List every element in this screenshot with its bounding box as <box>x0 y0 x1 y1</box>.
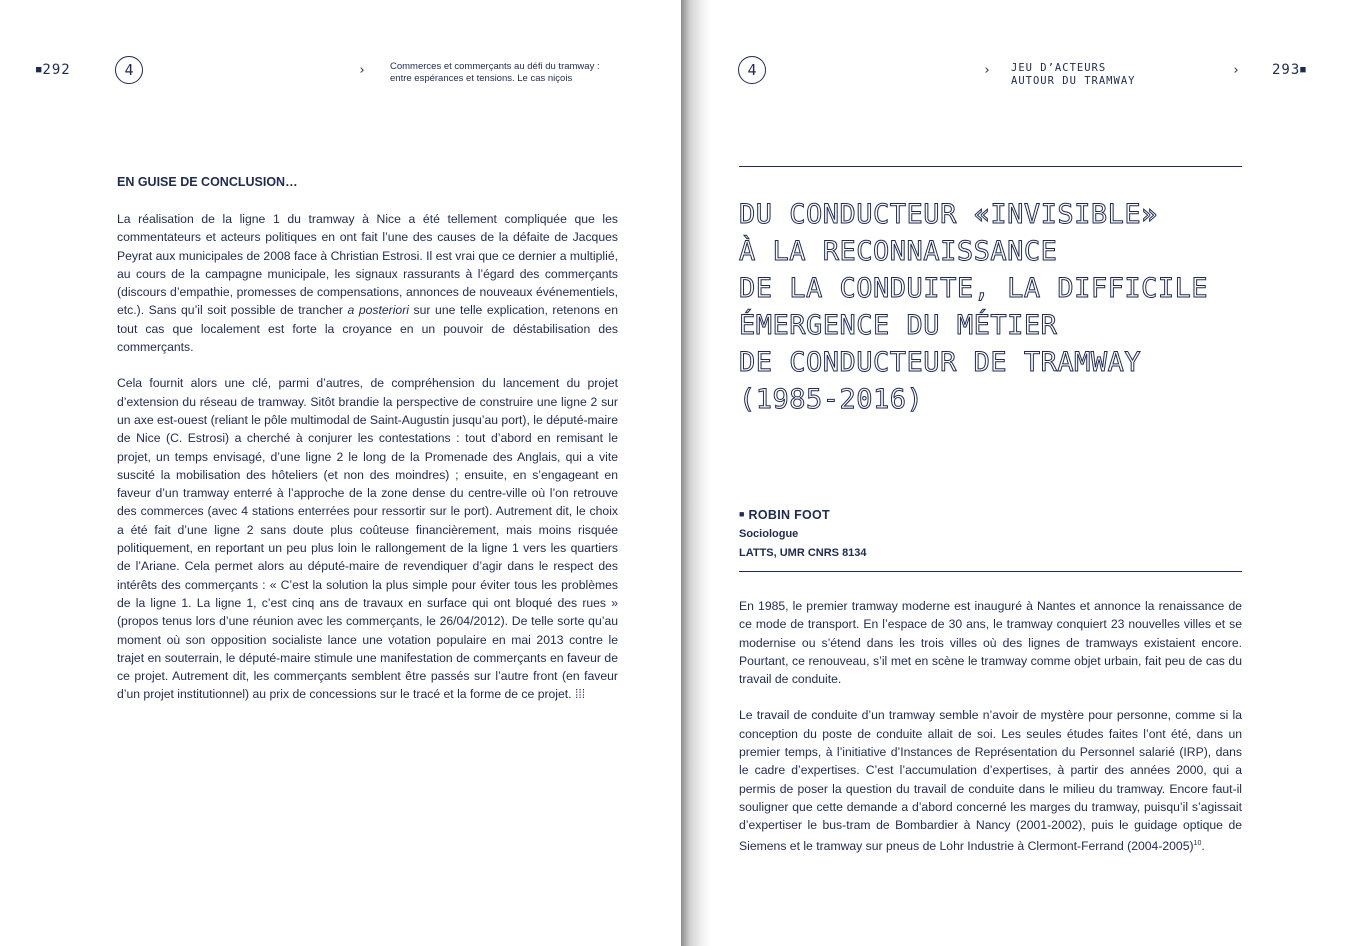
chapter-number-badge: 4 <box>115 56 143 84</box>
divider-top <box>739 166 1242 167</box>
author-affiliation: LATTS, UMR CNRS 8134 <box>739 547 867 559</box>
conclusion-paragraph-1: La réalisation de la ligne 1 du tramway à Nice a été tellement compliquée que les commentateurs et acteurs politiques en ont fait l’une des causes de la défaite de Jacques Peyrat aux municipales de 2008 face à Christian Estrosi. Il est vrai que ce dernier a multiplié, au cours de la campagne municipale, les signaux rassurants à l’égard des commerçants (discours d’empathie, promesses de compensations, annonces de nouveaux événementiels, etc.). Sans qu’il soit possible de trancher a posteriori sur une telle explication, retenons en tout cas que localement est forte la croyance en un pouvoir de déstabilisation des commerçants. <box>117 212 618 355</box>
end-mark-icon: ⁞⁞⁞ <box>574 687 586 702</box>
author-marker-icon: ■ <box>739 509 745 519</box>
conclusion-paragraph-2: Cela fournit alors une clé, parmi d’autres, de compréhension du lancement du projet d’extension du réseau de tramway. Sitôt brandie la perspective de construire une ligne 2 sur un axe est-ouest (reliant le pôle multimodal de Saint-Augustin jusqu’au port), le député-maire de Nice (C. Estrosi) a cherché à conjurer les contestations : tout d’abord en remisant le projet, un temps envisagé, d’une ligne 2 le long de la Promenade des Anglais, qui a vite suscité la mobilisation des hôteliers (et non des moindres) ; ensuite, en s’engageant en faveur d’un tramway enterré à l’approche de la zone dense du centre-ville où l’on retrouve des commerces (avec 4 stations enterrées pour ressortir sur le port). Autrement dit, le choix a été fait d’une ligne 2 sans doute plus coûteuse financièrement, mais moins risquée politiquement, en reportant un peu plus loin le rallongement de la ligne 1 vers les quartiers de l’Ariane. Cela permet alors au député-maire de revendiquer d’agir dans le respect des intérêts des commerçants : « C’est la solution la plus simple pour éviter tous les problèmes de la ligne 1. La ligne 1, c’est cinq ans de travaux en surface qui ont bloqué des rues » (propos tenus lors d’une réunion avec les commerçants, le 26/04/2012). De telle sorte qu’au moment où son opposition socialiste lance une votation populaire en mai 2013 contre le trajet en souterrain, le député-maire stimule une manifestation de commerçants en faveur de ce projet. Autrement dit, les commerçants semblent être passés sur l’autre front (en faveur d’un projet institutionnel) au prix de concessions sur le tracé et la forme de ce projet. ⁞⁞⁞ <box>117 376 618 702</box>
page-number-right: 293■ <box>1272 62 1307 78</box>
section-title: EN GUISE DE CONCLUSION… <box>117 175 298 189</box>
article-paragraph-1: En 1985, le premier tramway moderne est inauguré à Nantes et annonce la renaissance de ce mode de transport. En l’espace de 30 ans, le tramway conquiert 23 nouvelles villes et se modernise ou s’étend dans les trois villes où des lignes de tramways existaient encore. Pourtant, ce renouveau, s’il met en scène le tramway comme objet urbain, fait peu de cas du travail de conduite. <box>739 599 1242 687</box>
chevron-right-icon: › <box>358 63 366 78</box>
footnote-ref[interactable]: 10 <box>1193 839 1202 847</box>
article-title: DU CONDUCTEUR «INVISIBLE» À LA RECONNAISSANCE DE LA CONDUITE, LA DIFFICILE ÉMERGENCE DU MÉTIER DE CONDUCTEUR DE TRAMWAY (1985-2016) <box>739 199 1209 415</box>
running-head <box>390 61 630 85</box>
article-paragraph-2: Le travail de conduite d’un tramway semble n’avoir de mystère pour personne, comme si la conception du poste de conduite allait de soi. Les seules études faites l’ont été, dans un premier temps, à l’initiative d’Instances de Représentation du Personnel salarié (IRP), dans le cadre d’expertises. C’est l’accumulation d’expertises, à partir des années 2000, qui a permis de poser la question du travail de conduite dans le milieu du tramway. Encore faut-il souligner que cette demande a d’abord concerné les marges du tramway, puisqu’il s’agissait d’expertiser le bus-tram de Bombardier à Nancy (2001-2002), puis le guidage optique de Siemens et le tramway sur pneus de Lohr Industrie à Clermont-Ferrand (2004-2005)$^{10}$. <box>739 708 1242 853</box>
chevron-right-icon: › <box>983 63 991 78</box>
running-head-line1: JEU D’ACTEURS <box>1011 62 1107 74</box>
author-block <box>739 505 867 563</box>
running-head <box>1011 62 1211 88</box>
author-name: ■ ROBIN FOOT <box>739 508 830 522</box>
right-page <box>681 0 1360 946</box>
running-head-line2: AUTOUR DU TRAMWAY <box>1011 75 1136 87</box>
page-marker-icon: ■ <box>36 65 43 75</box>
page-number-left: ■292 <box>36 62 71 78</box>
running-head-line1: Commerces et commerçants au défi du tramway : <box>390 61 600 72</box>
chevron-right-icon: › <box>1232 63 1240 78</box>
article-body <box>739 597 1242 873</box>
page-marker-icon: ■ <box>1300 65 1307 75</box>
author-role: Sociologue <box>739 528 799 540</box>
divider-author <box>739 571 1242 572</box>
conclusion-body <box>117 210 618 722</box>
running-head-line2: entre espérances et tensions. Le cas niçois <box>390 73 573 84</box>
chapter-number-badge: 4 <box>738 56 766 84</box>
